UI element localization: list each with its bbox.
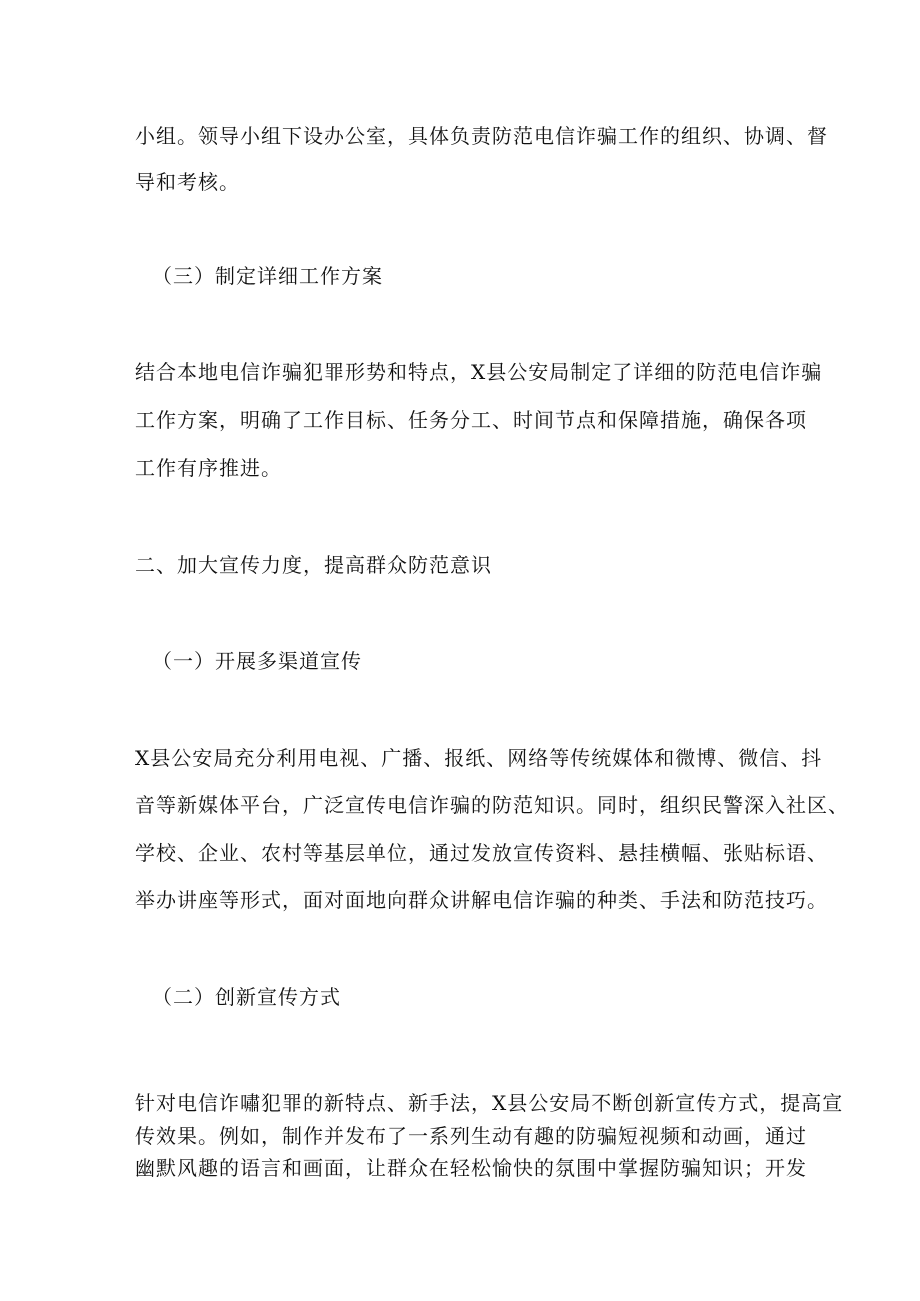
section-heading: （一）开展多渠道宣传 [152, 649, 362, 673]
section-heading: （二）创新宣传方式 [152, 985, 341, 1009]
chapter-heading: 二、加大宣传力度，提高群众防范意识 [135, 553, 492, 577]
paragraph-line: 小组。领导小组下设办公室，具体负责防范电信诈骗工作的组织、协调、督 [135, 124, 828, 148]
paragraph-line: 工作方案，明确了工作目标、任务分工、时间节点和保障措施，确保各项 [135, 408, 807, 432]
paragraph-line: X县公安局充分利用电视、广播、报纸、网络等传统媒体和微博、微信、抖 [135, 746, 823, 770]
paragraph-line: 工作有序推进。 [135, 456, 282, 480]
paragraph-line: 音等新媒体平台，广泛宣传电信诈骗的防范知识。同时，组织民警深入社区、 [135, 793, 849, 817]
paragraph-line: 举办讲座等形式，面对面地向群众讲解电信诈骗的种类、手法和防范技巧。 [135, 888, 828, 912]
paragraph-line: 学校、企业、农村等基层单位，通过发放宣传资料、悬挂横幅、张贴标语、 [135, 841, 828, 865]
paragraph-line: 幽默风趣的语言和画面，让群众在轻松愉快的氛围中掌握防骗知识；开发 [135, 1156, 807, 1180]
paragraph-line: 传效果。例如，制作并发布了一系列生动有趣的防骗短视频和动画，通过 [135, 1124, 807, 1148]
section-heading: （三）制定详细工作方案 [152, 264, 383, 288]
paragraph-line: 结合本地电信诈骗犯罪形势和特点，X县公安局制定了详细的防范电信诈骗 [135, 360, 823, 384]
paragraph-line: 针对电信诈嘯犯罪的新特点、新手法，X县公安局不断创新宣传方式，提高宣 [135, 1091, 844, 1115]
paragraph-line: 导和考核。 [135, 170, 240, 194]
